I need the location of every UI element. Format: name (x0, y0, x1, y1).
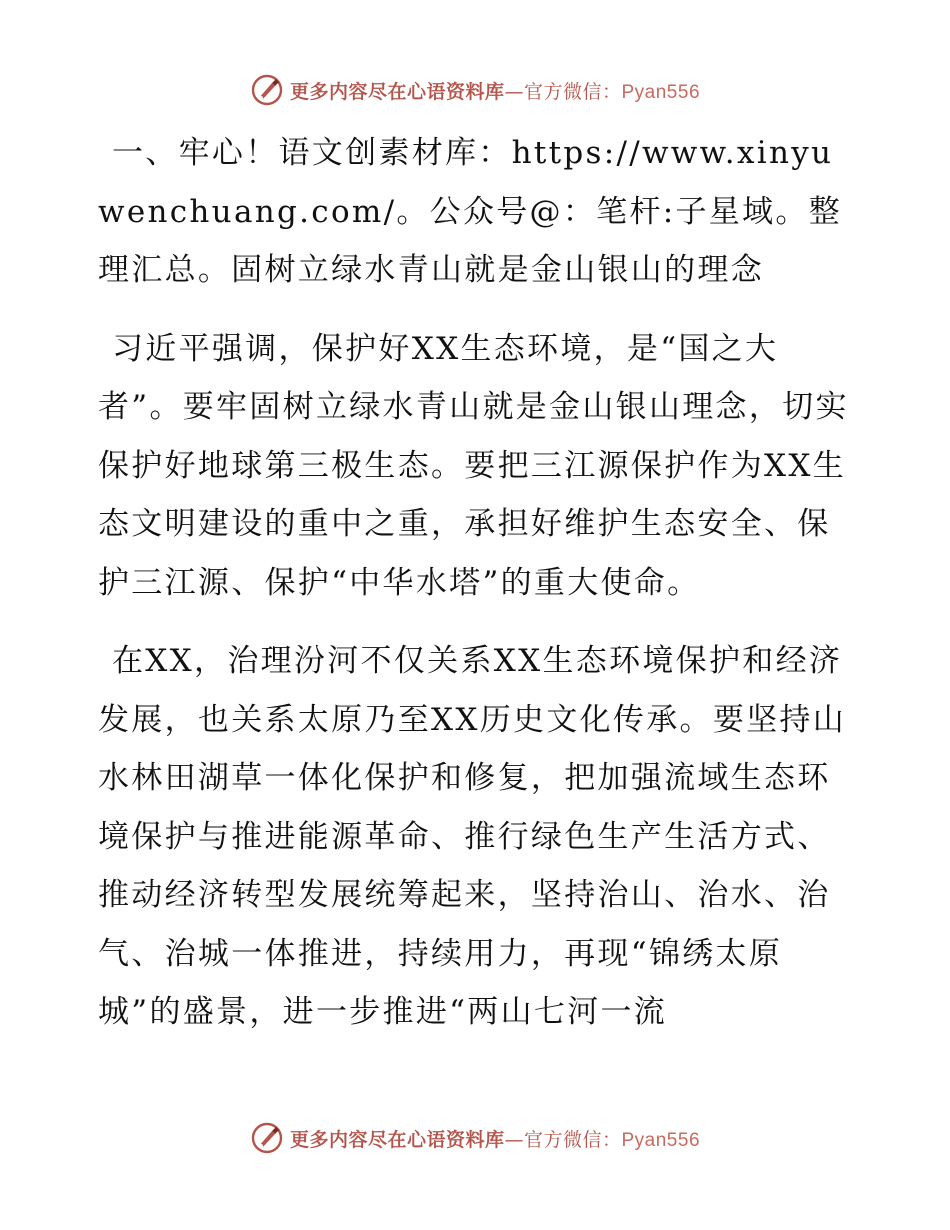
watermark-id: Pyan556 (621, 1129, 701, 1151)
watermark-dash: — (504, 80, 524, 103)
paragraph-2-text: 习近平强调，保护好XX生态环境，是“国之大者”。要牢固树立绿水青山就是金山银山理念，切实保护好地球第三极生态。要把三江源保护作为XX生态文明建设的重中之重，承担好维护生态安全、保护三江源、保护“中华水塔”的重大使命。 (98, 330, 849, 601)
watermark-main-text: 更多内容尽在心语资料库 (289, 1128, 505, 1151)
pen-logo-icon (250, 1121, 284, 1155)
paragraph-1 (98, 124, 860, 300)
document-body (98, 124, 860, 1062)
watermark-dash: — (504, 1128, 524, 1151)
watermark-id: Pyan556 (621, 81, 701, 103)
paragraph-1-text: 一、牢心！语文创素材库：https://www.xinyuwenchuang.com/。公众号@：笔杆:子星域。整理汇总。固树立绿水青山就是金山银山的理念 (98, 135, 842, 288)
header-watermark (0, 70, 950, 110)
watermark-sub-text: 官方微信： (523, 1128, 622, 1151)
watermark-sub-text: 官方微信： (523, 80, 622, 103)
paragraph-2 (98, 320, 860, 613)
paragraph-3-text: 在XX，治理汾河不仅关系XX生态环境保护和经济发展，也关系太原乃至XX历史文化传承。要坚持山水林田湖草一体化保护和修复，把加强流域生态环境保护与推进能源革命、推行绿色生产生活方式、推动经济转型发展统筹起来，坚持治山、治水、治气、治城一体推进，持续用力，再现“锦绣太原城”的盛景，进一步推进“两山七河一流 (98, 643, 847, 1030)
footer-watermark (0, 1118, 950, 1158)
paragraph-3 (98, 632, 860, 1042)
pen-logo-icon (250, 73, 284, 107)
watermark-main-text: 更多内容尽在心语资料库 (289, 80, 505, 103)
